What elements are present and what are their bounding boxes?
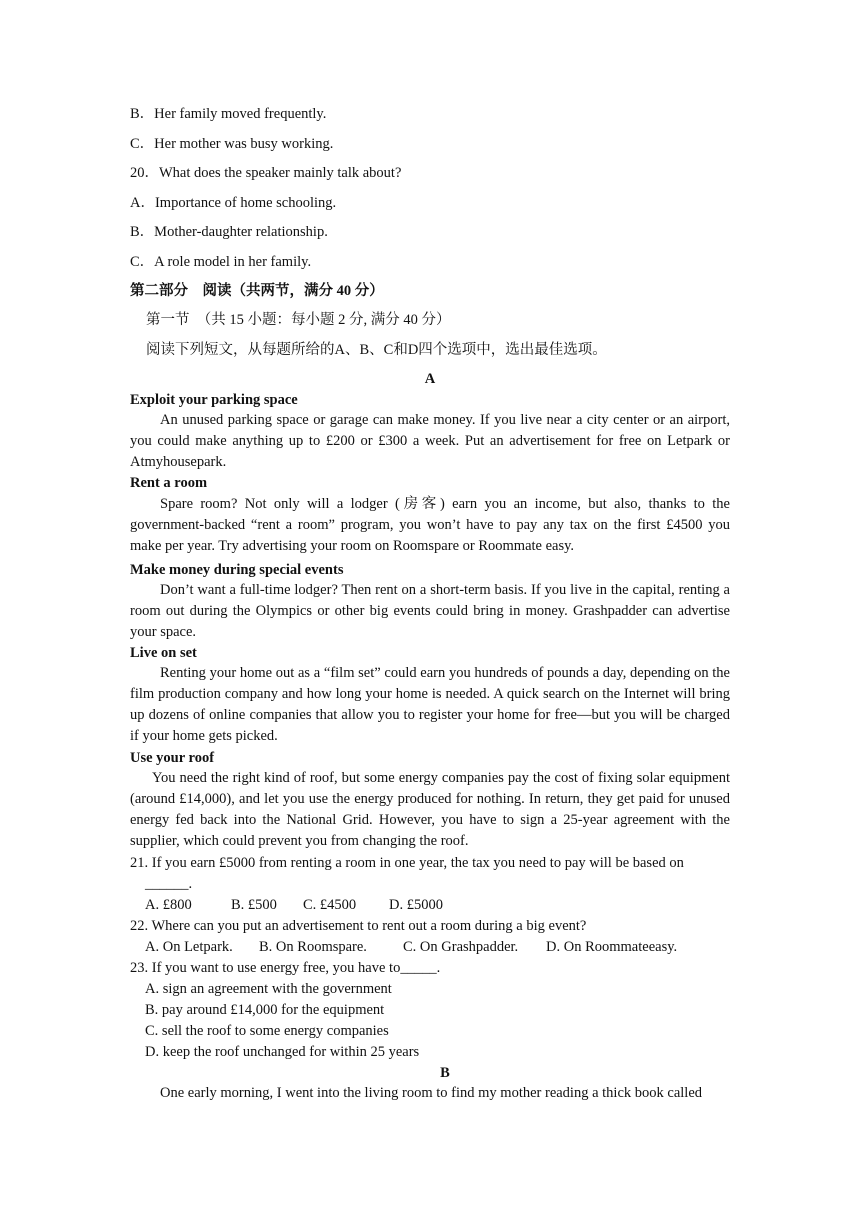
- section1-heading: 第一节 （共 15 小题：每小题 2 分, 满分 40 分）: [146, 312, 451, 328]
- section-text-rent-room: Spare room? Not only will a lodger (房客) earn you an income, but also, thanks to the government-backed “rent a room” program, you won’t have to pay any tax on the first £4500 you make per year. Try advertising your room on Roomspare or Roommate easy.: [130, 496, 730, 554]
- q23-option-d: D. keep the roof unchanged for within 25 years: [145, 1044, 420, 1060]
- q19-option-b: B．Her family moved frequently.: [130, 106, 327, 122]
- section-title-rent-room: Rent a room: [130, 475, 208, 491]
- q22-options: [145, 937, 677, 957]
- passage-a-label: A: [424, 371, 436, 387]
- section-text-use-roof: You need the right kind of roof, but some energy companies pay the cost of fixing solar equipment (around £14,000), and let you use the energy produced for nothing. In return, they get paid for unused energy fed back into the National Grid. However, you have to sign a 25-year agreement with the supplier, which could prevent you from changing the roof.: [130, 770, 730, 849]
- section-text-live-on-set: Renting your home out as a “film set” could earn you hundreds of pounds a day, depending on the film production company and how long your home is needed. A quick search on the Internet will bring up dozens of online companies that allow you to register your home for free—but you will be charged if your home gets picked.: [130, 665, 730, 744]
- q23-stem: 23. If you want to use energy free, you have to_____.: [130, 960, 441, 976]
- reading-instruction: 阅读下列短文，从每题所给的A、B、C和D四个选项中，选出最佳选项。: [146, 342, 607, 358]
- section-text-special-events: Don’t want a full-time lodger? Then rent on a short-term basis. If you live in the capital, renting a room out during the Olympics or other big events could bring in money. Grashpadder can advertise your space.: [130, 582, 730, 640]
- q19-option-c: C．Her mother was busy working.: [130, 136, 334, 152]
- q21-blank: ______.: [145, 876, 193, 892]
- part2-heading: 第二部分 阅读（共两节，满分 40 分）: [130, 283, 384, 299]
- q23-option-c: C. sell the roof to some energy companies: [145, 1023, 389, 1039]
- section-title-parking: Exploit your parking space: [130, 392, 298, 408]
- q22-option-c: C. On Grashpadder.: [403, 939, 519, 955]
- q22-option-a: A. On Letpark.: [145, 939, 233, 955]
- section-title-special-events: Make money during special events: [130, 562, 344, 578]
- q22-option-b: B. On Roomspare.: [259, 939, 367, 955]
- passage-b-label: B: [440, 1065, 450, 1081]
- passage-b-text: One early morning, I went into the living room to find my mother reading a thick book called: [160, 1085, 703, 1101]
- q21-options: [145, 895, 443, 915]
- q23-option-b: B. pay around £14,000 for the equipment: [145, 1002, 385, 1018]
- q22-option-d: D. On Roommateeasy.: [546, 939, 678, 955]
- q23-option-a: A. sign an agreement with the government: [145, 981, 392, 997]
- q21-stem-line1: 21. If you earn £5000 from renting a room in one year, the tax you need to pay will be based on: [130, 855, 684, 871]
- q20-stem: 20．What does the speaker mainly talk about?: [130, 165, 402, 181]
- section-title-live-on-set: Live on set: [130, 645, 197, 661]
- q21-option-a: A. £800: [145, 897, 192, 913]
- q22-stem: 22. Where can you put an advertisement to rent out a room during a big event?: [130, 918, 587, 934]
- q21-stem: [130, 853, 730, 873]
- q20-option-c: C．A role model in her family.: [130, 254, 312, 270]
- q20-option-a: A．Importance of home schooling.: [130, 195, 337, 211]
- q21-option-d: D. £5000: [389, 897, 443, 913]
- q21-option-b: B. £500: [231, 897, 277, 913]
- section-text-parking: An unused parking space or garage can make money. If you live near a city center or an airport, you could make anything up to £200 or £300 a week. Put an advertisement for free on Letpark or Atmyhousepark.: [130, 412, 730, 470]
- q21-option-c: C. £4500: [303, 897, 357, 913]
- section-title-use-roof: Use your roof: [130, 750, 215, 766]
- q20-option-b: B．Mother-daughter relationship.: [130, 224, 328, 240]
